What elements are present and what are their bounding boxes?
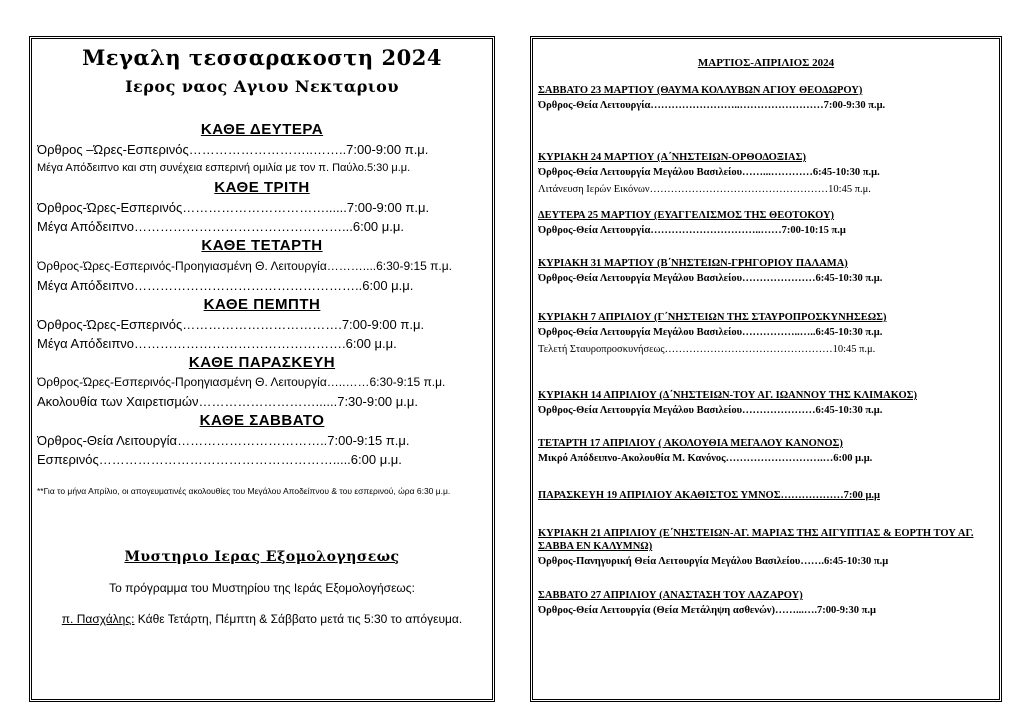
event-line: Όρθρος-Θεία Λειτουργία Μεγάλου Βασιλείου……………..…..6:45-10:30 π.μ. [538,327,883,338]
event-line: Όρθρος-Θεία Λειτουργία…………………………..……7:00-10:15 π.μ [538,225,846,236]
day-heading-monday: ΚΑΘΕ ΔΕΥΤΕΡΑ [200,121,324,138]
april-note: **Για το μήνα Απρίλιο, οι απογευματινές ακολουθίες του Μεγάλου Αποδείπνου & του εσπερινού, ώρα 6:30 μ.μ. [37,486,451,496]
day-heading-thursday: ΚΑΘΕ ΠΕΜΠΤΗ [203,296,321,313]
schedule-line: Όρθρος –Ώρες-Εσπερινός………………………..……..7:00-9:00 π.μ. [37,142,429,157]
confession-intro: Το πρόγραμμα του Μυστηρίου της Ιεράς Εξομολογήσεως: [109,581,415,595]
schedule-line: Όρθρος-Θεία Λειτουργία……………………………..7:00-9:15 π.μ. [37,433,410,448]
march-april-panel [530,36,1002,702]
event-block [538,151,997,198]
event-block [538,209,997,239]
event-heading: ΣΑΒΒΑΤΟ 27 ΑΠΡΙΛΙΟΥ (ΑΝΑΣΤΑΣΗ ΤΟΥ ΛΑΖΑΡΟΥ) [538,590,803,601]
page-title: Μεγαλη τεσσαρακοστη 2024 [82,45,442,70]
event-block [538,389,997,419]
event-heading: ΣΑΒΒΑΤΟ 23 ΜΑΡΤΙΟΥ (ΘΑΥΜΑ ΚΟΛΛΥΒΩΝ ΑΓΙΟΥ ΘΕΟΔΩΡΟΥ) [538,85,863,96]
day-heading-saturday: ΚΑΘΕ ΣΑΒΒΑΤΟ [199,412,325,429]
lent-schedule-panel [29,36,495,702]
day-heading-tuesday: ΚΑΘΕ ΤΡΙΤΗ [214,179,310,196]
event-block [538,257,997,287]
event-line: Μικρό Απόδειπνο-Ακολουθία Μ. Κανόνος……………………….…6:00 μ.μ. [538,453,873,464]
confession-title: Μυστηριο Ιερας Εξομολογησεως [124,549,400,565]
schedule-line: Μέγα Απόδειπνο………………………………………….6:00 μ.μ. [37,336,397,351]
event-line: Όρθρος-Θεία Λειτουργία Μεγάλου Βασιλείου…………………6:45-10:30 π.μ. [538,405,883,416]
day-heading-friday: ΚΑΘΕ ΠΑΡΑΣΚΕΥΗ [188,354,336,371]
schedule-line: Μέγα Απόδειπνο και στη συνέχεια εσπερινή ομιλία με τον π. Παύλο.5:30 μ.μ. [37,162,411,174]
schedule-line: Μέγα Απόδειπνο…………………………………………...6:00 μ.μ. [37,219,404,234]
event-line: Τελετή Σταυροπροσκυνήσεως…………………………………………10:45 π.μ. [538,344,876,355]
schedule-line: Όρθρος-Ώρες-Εσπερινός-Προηγιασμένη Θ. Λειτουργία………....6:30-9:15 π.μ. [37,259,453,273]
schedule-line: Όρθρος-Ώρες-Εσπερινός……………………………….7:00-9:00 π.μ. [37,317,425,332]
event-block [538,527,997,570]
event-line: Όρθρος-Θεία Λειτουργία……………………..……………………7:00-9:30 π.μ. [538,100,886,111]
event-block [538,84,997,114]
confession-times: Κάθε Τετάρτη, Πέμπτη & Σάββατο μετά τις 5:30 το απόγευμα. [137,612,463,626]
schedule-line: Όρθρος-Ώρες-Εσπερινός-Προηγιασμένη Θ. Λειτουργία…..……6:30-9:15 π.μ. [37,375,446,389]
schedule-line: Ακολουθία των Χαιρετισμών………………………......7:30-9:00 μ.μ. [37,394,418,409]
event-heading: ΤΕΤΑΡΤΗ 17 ΑΠΡΙΛΙΟΥ ( ΑΚΟΛΟΥΘΙΑ ΜΕΓΑΛΟΥ ΚΑΝΟΝΟΣ) [538,438,843,449]
schedule-line: Όρθρος-Ώρες-Εσπερινός……………………………......7:00-9:00 π.μ. [37,200,430,215]
event-line: Λιτάνευση Ιερών Εικόνων……………………………………………10:45 π.μ. [538,184,871,195]
event-heading: ΚΥΡΙΑΚΗ 24 ΜΑΡΤΙΟΥ (Α΄ΝΗΣΤΕΙΩΝ-ΟΡΘΟΔΟΞΙΑΣ) [538,152,806,163]
event-heading: ΚΥΡΙΑΚΗ 21 ΑΠΡΙΛΙΟΥ (Ε΄ΝΗΣΤΕΙΩΝ-ΑΓ. ΜΑΡΙΑΣ ΤΗΣ ΑΙΓΥΠΤΙΑΣ & ΕΟΡΤΗ ΤΟΥ ΑΓ. ΣΑΒΒΑ ΕΝ ΚΑΛΥΜΝΩ) [538,528,974,552]
event-block [538,489,997,502]
event-block [538,311,997,358]
schedule-line: Εσπερινός……………………………………………….....6:00 μ.μ. [37,452,402,467]
event-line: Όρθρος-Θεία Λειτουργία Μεγάλου Βασιλείου……...…………6:45-10:30 π.μ. [538,167,880,178]
schedule-line: Μέγα Απόδειπνο……………………………………………..6:00 μ.μ. [37,278,414,293]
event-heading: ΔΕΥΤΕΡΑ 25 ΜΑΡΤΙΟΥ (ΕΥΑΓΓΕΛΙΣΜΟΣ ΤΗΣ ΘΕΟΤΟΚΟΥ) [538,210,835,221]
event-heading: ΚΥΡΙΑΚΗ 7 ΑΠΡΙΛΙΟΥ (Γ΄ΝΗΣΤΕΙΩΝ ΤΗΣ ΣΤΑΥΡΟΠΡΟΣΚΥΝΗΣΕΩΣ) [538,312,887,323]
event-block [538,437,997,467]
event-block [538,589,997,619]
church-name: Ιερος ναος Αγιου Νεκταριου [125,77,399,96]
event-heading: ΚΥΡΙΑΚΗ 31 ΜΑΡΤΙΟΥ (Β΄ΝΗΣΤΕΙΩΝ-ΓΡΗΓΟΡΙΟΥ ΠΑΛΑΜΑ) [538,258,848,269]
day-heading-wednesday: ΚΑΘΕ ΤΕΤΑΡΤΗ [201,237,323,254]
confession-schedule [32,612,492,626]
event-line: Όρθρος-Θεία Λειτουργία (Θεία Μετάληψη ασθενών)……...….7:00-9:30 π.μ [538,605,876,616]
event-line: Όρθρος-Θεία Λειτουργία Μεγάλου Βασιλείου…………………6:45-10:30 π.μ. [538,273,883,284]
event-heading: ΚΥΡΙΑΚΗ 14 ΑΠΡΙΛΙΟΥ (Δ΄ΝΗΣΤΕΙΩΝ-ΤΟΥ ΑΓ. ΙΩΑΝΝΟΥ ΤΗΣ ΚΛΙΜΑΚΟΣ) [538,390,917,401]
priest-name: π. Πασχάλης: [61,612,135,626]
event-line: Όρθρος-Πανηγυρική Θεία Λειτουργία Μεγάλου Βασιλείου…….6:45-10:30 π.μ [538,556,889,567]
months-title: ΜΑΡΤΙΟΣ-ΑΠΡΙΛΙΟΣ 2024 [697,57,835,69]
event-heading: ΠΑΡΑΣΚΕΥΗ 19 ΑΠΡΙΛΙΟΥ ΑΚΑΘΙΣΤΟΣ ΥΜΝΟΣ………………7:00 μ.μ [538,490,880,501]
